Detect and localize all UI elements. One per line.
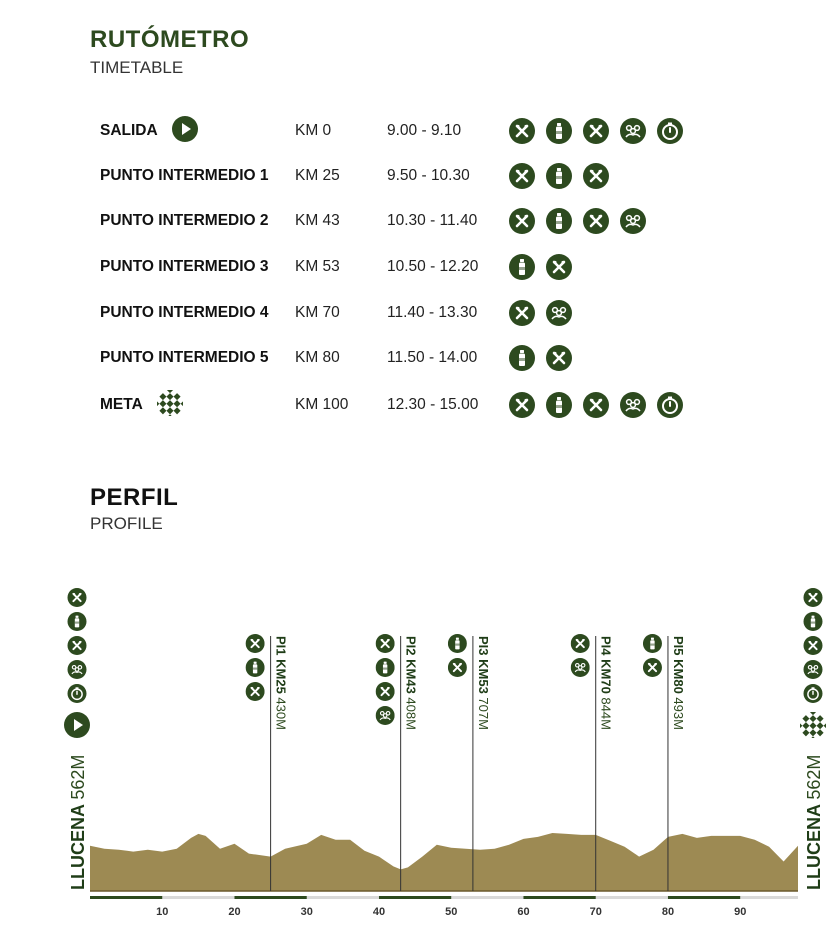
- checkpoint-time: 11.40 - 13.30: [387, 304, 478, 321]
- timetable-row: [100, 161, 700, 191]
- checkpoint-km: KM 80: [295, 349, 340, 366]
- service-icons: [509, 254, 572, 280]
- timetable-row: [100, 252, 700, 282]
- people-icon: [68, 660, 87, 679]
- water-bottle-icon: [509, 345, 535, 371]
- x-tick-label: 90: [734, 906, 747, 918]
- play-icon: [172, 116, 198, 142]
- service-icons: [509, 300, 572, 326]
- food-icon: [509, 392, 535, 418]
- water-bottle-icon: [546, 163, 572, 189]
- water-bottle-icon: [509, 254, 535, 280]
- timer-icon: [657, 118, 683, 144]
- timer-icon: [68, 684, 87, 703]
- food-icon: [583, 208, 609, 234]
- checkpoint-km: KM 0: [295, 122, 332, 139]
- food-icon: [509, 163, 535, 189]
- food-icon: [583, 118, 609, 144]
- timetable-row: [100, 298, 700, 328]
- food-icon: [583, 163, 609, 189]
- food-icon: [571, 634, 590, 653]
- checkpoint-km: KM 100: [295, 396, 349, 413]
- elevation-area: [90, 833, 798, 891]
- timer-icon: [657, 392, 683, 418]
- food-icon: [68, 636, 87, 655]
- water-bottle-icon: [546, 208, 572, 234]
- start-label: [68, 755, 88, 890]
- checkpoint-elevation: 430M: [273, 697, 289, 730]
- timetable-row: [100, 206, 700, 236]
- checkpoint-label: [476, 636, 491, 730]
- km-ruler-segment: [668, 896, 740, 899]
- subtitle: TIMETABLE: [90, 58, 184, 77]
- people-icon: [376, 706, 395, 725]
- checkpoint-name: PI2 KM43: [403, 636, 419, 698]
- checkpoint-name: PUNTO INTERMEDIO 2: [100, 212, 269, 229]
- checkpoint-time: 10.50 - 12.20: [387, 258, 479, 275]
- checkered-flag-icon: [795, 708, 830, 743]
- food-icon: [546, 254, 572, 280]
- checkpoint-name: PI3 KM53: [475, 636, 491, 698]
- checkpoint-name: PUNTO INTERMEDIO 3: [100, 258, 269, 275]
- x-tick-label: 60: [517, 906, 530, 918]
- x-tick-label: 70: [589, 906, 602, 918]
- x-tick-label: 10: [156, 906, 169, 918]
- km-ruler-segment: [523, 896, 595, 899]
- food-icon: [804, 588, 823, 607]
- food-icon: [583, 392, 609, 418]
- food-icon: [448, 658, 467, 677]
- checkpoint-name: PUNTO INTERMEDIO 5: [100, 349, 269, 366]
- place-elevation: 562M: [68, 754, 88, 800]
- service-icons: [509, 345, 572, 371]
- checkpoint-time: 11.50 - 14.00: [387, 349, 478, 366]
- checkpoint-km: KM 53: [295, 258, 340, 275]
- checkpoint-name: PI1 KM25: [273, 636, 289, 698]
- checkpoint-time: 10.30 - 11.40: [387, 212, 478, 229]
- food-icon: [376, 682, 395, 701]
- food-icon: [68, 588, 87, 607]
- food-icon: [546, 345, 572, 371]
- x-tick-label: 50: [445, 906, 458, 918]
- checkpoint-elevation: 844M: [598, 697, 614, 730]
- people-icon: [804, 660, 823, 679]
- timetable-row: [100, 343, 700, 373]
- water-bottle-icon: [448, 634, 467, 653]
- timetable-row: [100, 116, 700, 146]
- checkered-flag-icon: [157, 390, 183, 416]
- km-ruler-segment: [234, 896, 306, 899]
- checkpoint-time: 9.00 - 9.10: [387, 122, 462, 139]
- checkpoint-elevation: 408M: [403, 697, 419, 730]
- checkpoint-km: KM 70: [295, 304, 340, 321]
- water-bottle-icon: [376, 658, 395, 677]
- service-icons: [509, 118, 683, 144]
- water-bottle-icon: [68, 612, 87, 631]
- km-ruler-segment: [90, 896, 162, 899]
- water-bottle-icon: [804, 612, 823, 631]
- people-icon: [546, 300, 572, 326]
- x-tick-label: 40: [372, 906, 386, 918]
- water-bottle-icon: [546, 392, 572, 418]
- place-name: LLUCENA: [68, 799, 88, 890]
- food-icon: [376, 634, 395, 653]
- food-icon: [643, 658, 662, 677]
- food-icon: [509, 300, 535, 326]
- checkpoint-elevation: 707M: [475, 697, 491, 730]
- x-tick-label: 20: [228, 906, 241, 918]
- water-bottle-icon: [546, 118, 572, 144]
- checkpoint-label: [599, 636, 614, 730]
- checkpoint-name: PUNTO INTERMEDIO 4: [100, 304, 269, 321]
- title: RUTÓMETRO: [90, 26, 250, 53]
- timetable-row: [100, 390, 700, 420]
- x-tick-label: 80: [661, 906, 675, 918]
- service-icons: [509, 163, 609, 189]
- place-elevation: 562M: [804, 754, 824, 800]
- checkpoint-label: [404, 636, 419, 730]
- play-icon: [64, 712, 90, 738]
- service-icons: [509, 392, 683, 418]
- place-name: LLUCENA: [804, 799, 824, 890]
- checkpoint-label: [274, 636, 289, 730]
- marker: [157, 390, 183, 416]
- checkpoint-name: PUNTO INTERMEDIO 1: [100, 167, 269, 184]
- checkpoint-km: KM 25: [295, 167, 340, 184]
- checkpoint-label: [671, 636, 686, 730]
- people-icon: [571, 658, 590, 677]
- profile-title: PERFIL: [90, 484, 179, 511]
- marker: [172, 116, 198, 142]
- water-bottle-icon: [246, 658, 265, 677]
- elevation-profile-chart: [0, 570, 840, 943]
- checkpoint-name: SALIDA: [100, 122, 158, 139]
- water-bottle-icon: [643, 634, 662, 653]
- timer-icon: [804, 684, 823, 703]
- checkpoint-name: META: [100, 396, 143, 413]
- checkpoint-km: KM 43: [295, 212, 340, 229]
- food-icon: [246, 634, 265, 653]
- checkpoint-name: PI4 KM70: [598, 636, 614, 698]
- x-tick-label: 30: [300, 906, 313, 918]
- checkpoint-elevation: 493M: [670, 697, 686, 730]
- people-icon: [620, 208, 646, 234]
- checkpoint-time: 12.30 - 15.00: [387, 396, 479, 413]
- profile-subtitle: PROFILE: [90, 514, 163, 533]
- finish-label: [804, 755, 824, 890]
- checkpoint-time: 9.50 - 10.30: [387, 167, 470, 184]
- people-icon: [620, 392, 646, 418]
- service-icons: [509, 208, 646, 234]
- people-icon: [620, 118, 646, 144]
- km-ruler-segment: [379, 896, 451, 899]
- food-icon: [246, 682, 265, 701]
- checkpoint-name: PI5 KM80: [670, 636, 686, 698]
- food-icon: [509, 208, 535, 234]
- food-icon: [509, 118, 535, 144]
- food-icon: [804, 636, 823, 655]
